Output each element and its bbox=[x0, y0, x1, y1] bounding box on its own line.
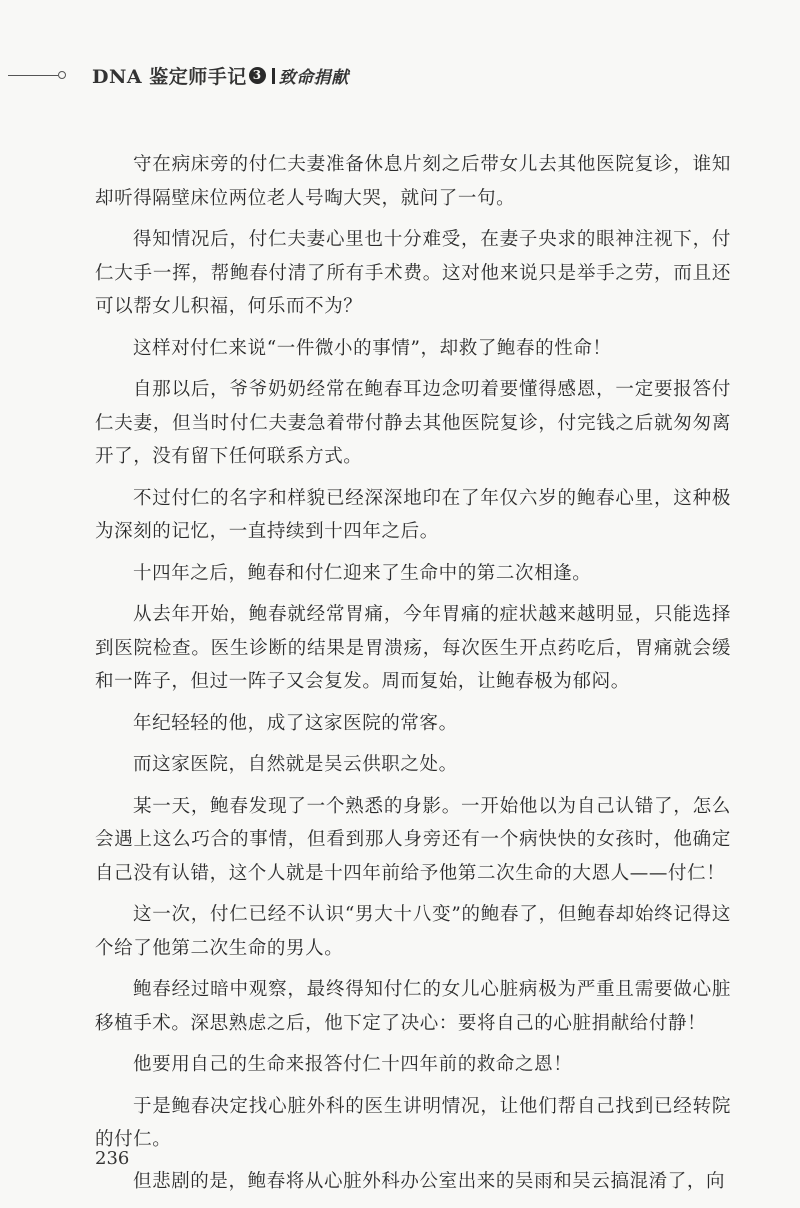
series-title: DNA 鉴定师手记 bbox=[92, 66, 247, 88]
volume-badge: 3 bbox=[249, 67, 266, 84]
paragraph-10: 某一天，鲍春发现了一个熟悉的身影。一开始他以为自己认错了，怎么会遇上这么巧合的事情，但看到那人身旁还有一个病快快的女孩时，他确定自己没有认错，这个人就是十四年前给予他第二次生命的大恩人——付仁！ bbox=[95, 795, 731, 884]
paragraph-8: 年纪轻轻的他，成了这家医院的常客。 bbox=[133, 712, 458, 734]
paragraph-15: 但悲剧的是，鲍春将从心脏外科办公室出来的吴雨和吴云搞混淆了，向 bbox=[133, 1170, 726, 1192]
paragraph-5: 不过付仁的名字和样貌已经深深地印在了年仅六岁的鲍春心里，这种极为深刻的记忆，一直持续到十四年之后。 bbox=[95, 487, 731, 542]
paragraph-9: 而这家医院，自然就是吴云供职之处。 bbox=[133, 754, 458, 775]
paragraph-13: 他要用自己的生命来报答付仁十四年前的救命之恩！ bbox=[133, 1054, 573, 1075]
paragraph-11: 这一次，付仁已经不认识“男大十八变”的鲍春了，但鲍春却始终记得这个给了他第二次生命的男人。 bbox=[95, 904, 731, 959]
title-separator bbox=[272, 68, 275, 84]
header-rule bbox=[8, 75, 58, 76]
paragraph-4: 自那以后，爷爷奶奶经常在鲍春耳边念叨着要懂得感恩，一定要报答付仁夫妻，但当时付仁夫妻急着带付静去其他医院复诊，付完钱之后就匆匆离开了，没有留下任何联系方式。 bbox=[95, 379, 731, 467]
paragraph-7: 从去年开始，鲍春就经常胃痛，今年胃痛的症状越来越明显，只能选择到医院检查。医生诊断的结果是胃溃疡，每次医生开点药吃后，胃痛就会缓和一阵子，但过一阵子又会复发。周而复始，让鲍春极为郁闷。 bbox=[95, 604, 731, 692]
paragraph-1: 守在病床旁的付仁夫妻准备休息片刻之后带女儿去其他医院复诊，谁知却听得隔壁床位两位老人号啕大哭，就问了一句。 bbox=[95, 154, 731, 209]
paragraph-2: 得知情况后，付仁夫妻心里也十分难受，在妻子央求的眼神注视下，付仁大手一挥，帮鲍春付清了所有手术费。这对他来说只是举手之劳，而且还可以帮女儿积福，何乐而不为？ bbox=[95, 229, 731, 317]
body-text bbox=[95, 148, 731, 1206]
paragraph-3: 这样对付仁来说“一件微小的事情”，却救了鲍春的性命！ bbox=[133, 337, 612, 359]
running-header bbox=[0, 60, 800, 90]
paragraph-14: 于是鲍春决定找心脏外科的医生讲明情况，让他们帮自己找到已经转院的付仁。 bbox=[95, 1095, 731, 1150]
paragraph-6: 十四年之后，鲍春和付仁迎来了生命中的第二次相逢。 bbox=[133, 562, 592, 584]
header-circle-ornament bbox=[58, 71, 66, 79]
paragraph-12: 鲍春经过暗中观察，最终得知付仁的女儿心脏病极为严重且需要做心脏移植手术。深思熟虑之后，他下定了决心：要将自己的心脏捐献给付静！ bbox=[95, 979, 731, 1034]
book-title bbox=[92, 62, 349, 89]
page-number: 236 bbox=[95, 1148, 130, 1169]
book-subtitle: 致命捐献 bbox=[278, 68, 349, 88]
